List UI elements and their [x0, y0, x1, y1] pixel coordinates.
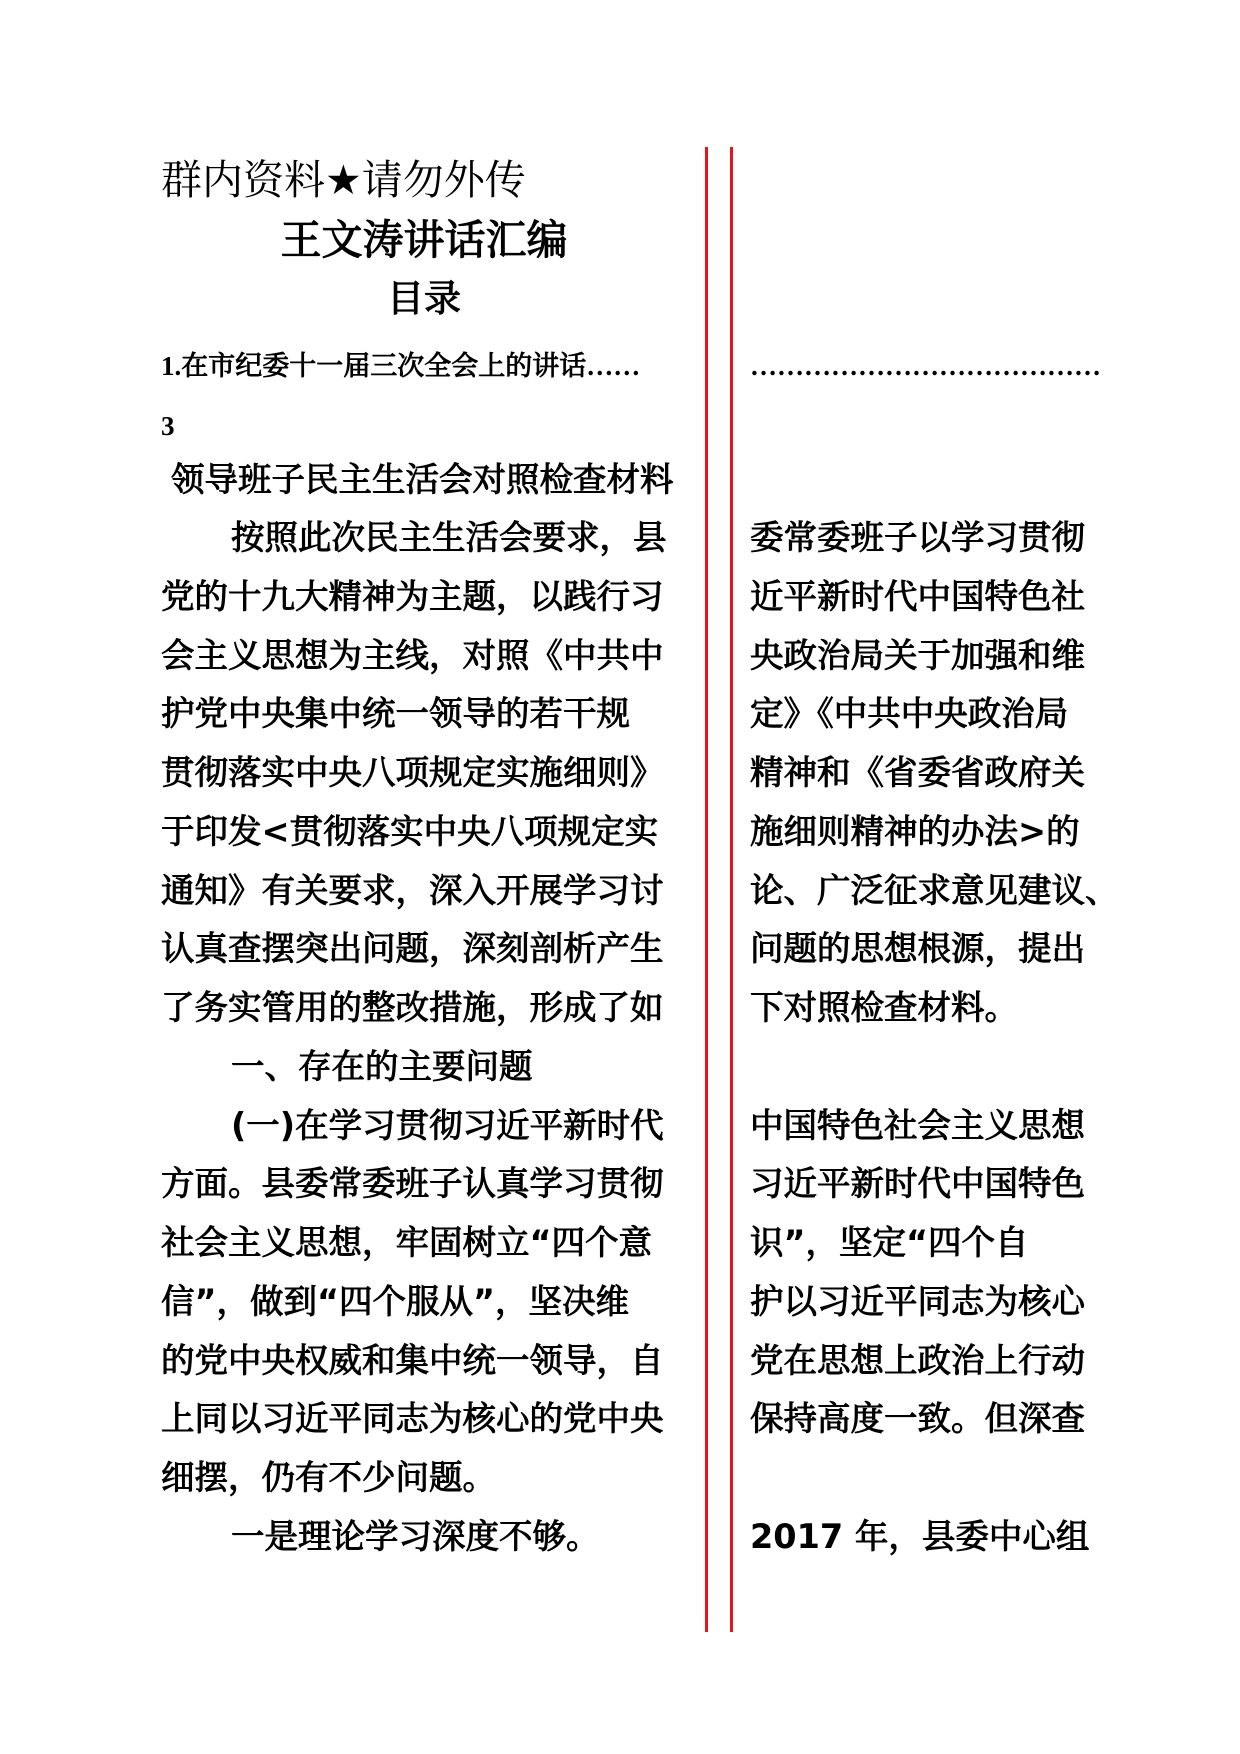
- left-line: 细摆，仍有不少问题。: [161, 1458, 496, 1497]
- left-line: 信”，做到“四个服从”，坚决维: [161, 1281, 630, 1321]
- right-column: [750, 509, 1220, 1567]
- right-line: 委常委班子以学习贯彻: [750, 518, 1085, 557]
- right-line: 论、广泛征求意见建议、: [750, 870, 1119, 910]
- left-line: 会主义思想为主线，对照《中共中: [161, 635, 664, 675]
- right-line-blank: [750, 1038, 1220, 1097]
- heading-existing-problems: 一、存在的主要问题: [231, 1046, 533, 1086]
- right-line: 问题的思想根源，提出: [750, 929, 1085, 969]
- left-line: 社会主义思想，牢固树立“四个意: [161, 1223, 653, 1262]
- right-line-blank: [750, 1449, 1220, 1508]
- confidential-notice: 群内资料★请勿外传: [161, 156, 526, 204]
- right-line: 中国特色社会主义思想: [750, 1105, 1085, 1145]
- toc-heading: 目录: [387, 277, 461, 320]
- section-title: 领导班子民主生活会对照检查材料: [171, 460, 674, 499]
- left-line: 一是理论学习深度不够。: [231, 1516, 600, 1556]
- toc-page-number: 3: [161, 411, 175, 441]
- column-divider-left: [705, 147, 708, 1632]
- right-line: 央政治局关于加强和维: [750, 635, 1085, 675]
- column-divider-right: [730, 147, 733, 1632]
- right-line: 施细则精神的办法>的: [750, 811, 1080, 851]
- right-line: 近平新时代中国特色社: [750, 576, 1085, 616]
- left-line: 护党中央集中统一领导的若干规: [161, 694, 630, 734]
- right-line: 护以习近平同志为核心: [750, 1281, 1085, 1321]
- right-line: 党在思想上政治上行动: [750, 1340, 1085, 1380]
- left-line: 方面。县委常委班子认真学习贯彻: [161, 1164, 664, 1204]
- left-line: 上同以习近平同志为核心的党中央: [161, 1399, 664, 1439]
- right-line: 2017 年，县委中心组: [750, 1516, 1090, 1556]
- toc-entry: 1.在市纪委十一届三次全会上的讲话……: [161, 351, 641, 381]
- toc-leader-dots: …………………………………: [750, 351, 1101, 381]
- left-line: 党的十九大精神为主题，以践行习: [161, 576, 664, 616]
- right-line: 识”，坚定“四个自: [750, 1223, 1029, 1262]
- right-line: 下对照检查材料。: [750, 988, 1018, 1027]
- left-line: 贯彻落实中央八项规定实施细则》: [161, 753, 664, 792]
- right-line: 定》《中共中央政治局: [750, 694, 1069, 734]
- right-line: 精神和《省委省政府关: [750, 753, 1085, 792]
- left-line: 于印发<贯彻落实中央八项规定实: [161, 811, 659, 851]
- right-line: 保持高度一致。但深查: [750, 1399, 1085, 1439]
- left-line: 通知》有关要求，深入开展学习讨: [161, 870, 664, 910]
- right-line: 习近平新时代中国特色: [750, 1164, 1085, 1204]
- left-line: 的党中央权威和集中统一领导，自: [161, 1340, 664, 1380]
- left-line: 了务实管用的整改措施，形成了如: [161, 988, 664, 1027]
- document-title: 王文涛讲话汇编: [280, 216, 568, 264]
- subheading-study: (一)在学习贯彻习近平新时代: [231, 1105, 664, 1145]
- left-line: 认真查摆突出问题，深刻剖析产生: [161, 929, 664, 969]
- left-column: [161, 509, 701, 1567]
- left-line: 按照此次民主生活会要求，县: [231, 518, 667, 557]
